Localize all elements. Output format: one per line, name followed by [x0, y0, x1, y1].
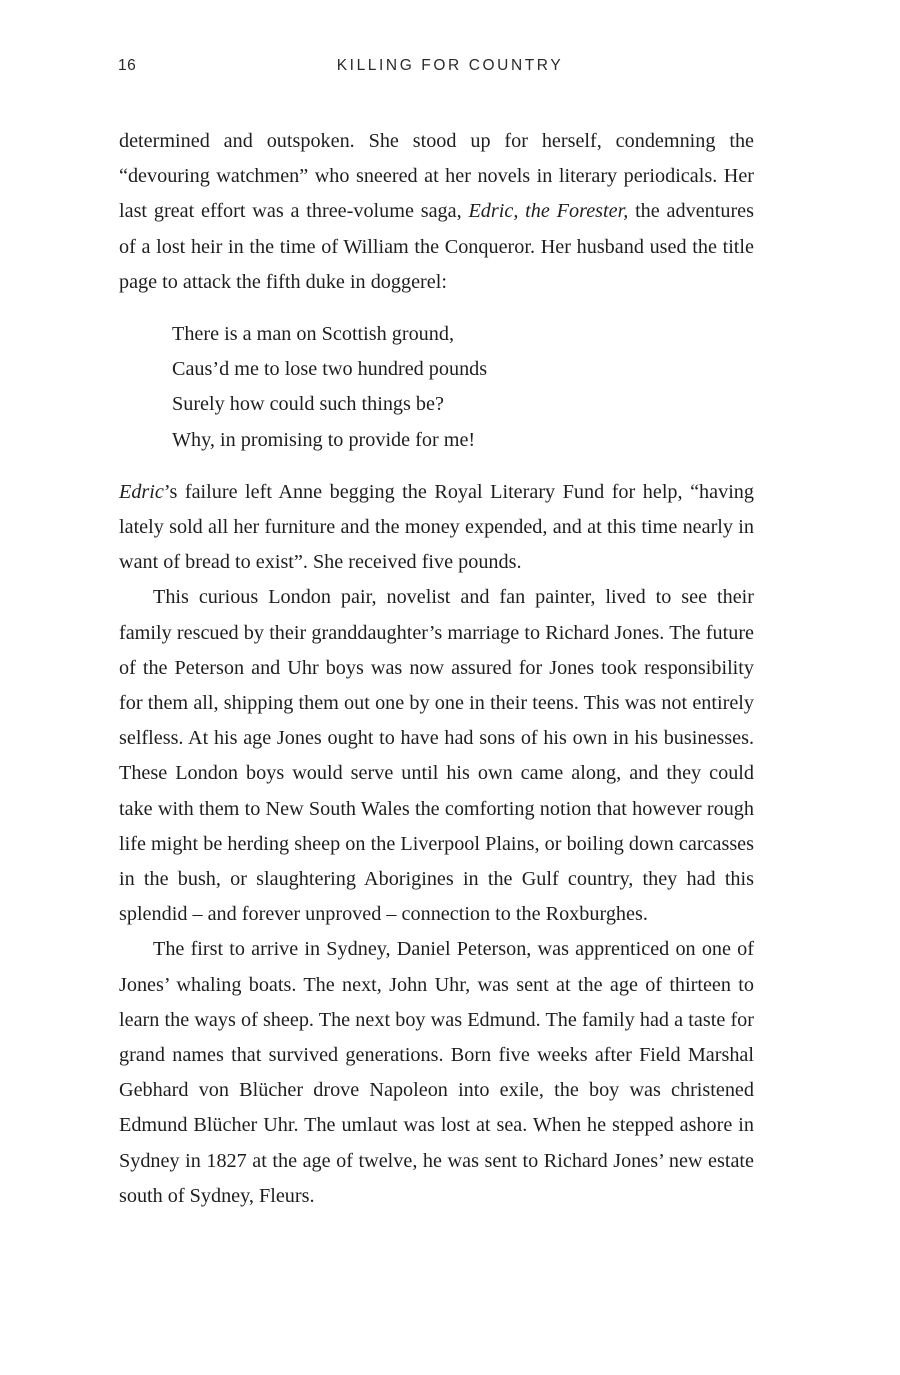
paragraph-1-text-start: determined and outspoken. She stood up for herself, condemning the “devouring watchmen” who sneered at her novels in literary periodicals. Her last great effort was a three-volume saga, [119, 130, 754, 223]
body-text [119, 124, 754, 1214]
verse-block [172, 317, 754, 458]
paragraph-1 [119, 124, 754, 300]
paragraph-2-text: ’s failure left Anne begging the Royal Literary Fund for help, “having lately sold all her furniture and the money expended, and at this time nearly in want of bread to exist”. She received five pounds. [119, 480, 754, 574]
verse-line: Why, in promising to provide for me! [172, 428, 476, 451]
paragraph-2 [119, 475, 754, 581]
running-head [0, 55, 900, 79]
paragraph-1-text-end: the adventures of a lost heir in the time of William the Conqueror. Her husband used the title page to attack the fifth duke in doggerel: [119, 200, 754, 293]
book-title-italic: Edric [119, 480, 164, 503]
verse-line: Caus’d me to lose two hundred pounds [172, 358, 488, 381]
paragraph-3: This curious London pair, novelist and fan painter, lived to see their family rescued by their granddaughter’s marriage to Richard Jones. The future of the Peterson and Uhr boys was now assured for Jones took responsibility for them all, shipping them out one by one in their teens. This was not entirely selfless. At his age Jones ought to have had sons of his own in his businesses. These London boys would serve until his own came along, and they could take with them to New South Wales the comforting notion that however rough life might be herding sheep on the Liverpool Plains, or boiling down carcasses in the bush, or slaughtering Aborigines in the Gulf country, they had this splendid – and forever unproved – connection to the Roxburghes. [119, 586, 754, 926]
page-number: 16 [118, 57, 137, 74]
book-title-italic: Edric, the Forester, [468, 200, 629, 223]
verse-line: Surely how could such things be? [172, 393, 444, 416]
verse-line: There is a man on Scottish ground, [172, 323, 455, 346]
paragraph-4: The first to arrive in Sydney, Daniel Peterson, was apprenticed on one of Jones’ whaling boats. The next, John Uhr, was sent at the age of thirteen to learn the ways of sheep. The next boy was Edmund. The family had a taste for grand names that survived generations. Born five weeks after Field Marshal Gebhard von Blücher drove Napoleon into exile, the boy was christened Edmund Blücher Uhr. The umlaut was lost at sea. When he stepped ashore in Sydney in 1827 at the age of twelve, he was sent to Richard Jones’ new estate south of Sydney, Fleurs. [119, 938, 754, 1207]
running-head-title: KILLING FOR COUNTRY [336, 57, 564, 74]
